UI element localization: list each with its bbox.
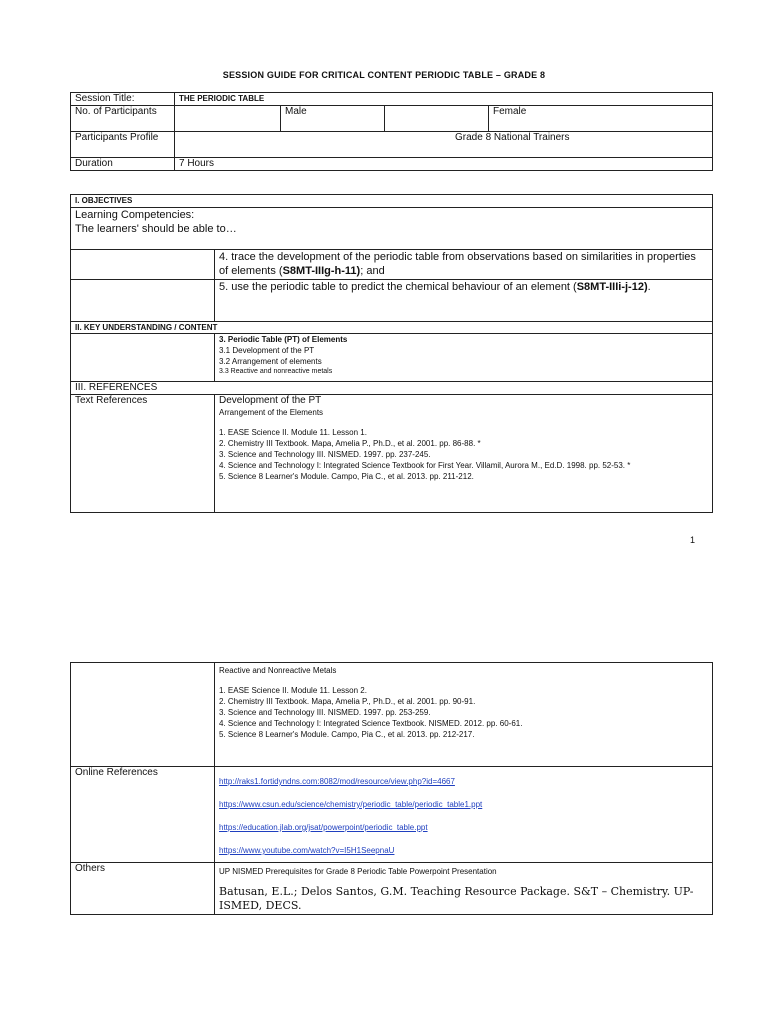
key-sub-3: 3.3 Reactive and nonreactive metals xyxy=(219,368,333,375)
reactive-label-blank xyxy=(71,663,215,767)
competencies-line-1: Learning Competencies: xyxy=(75,209,195,221)
page-number: 1 xyxy=(690,535,696,545)
ref-list-2-item: 5. Science 8 Learner's Module. Campo, Pia C., et al. 2013. pp. 212-217. xyxy=(219,730,475,739)
participants-blank xyxy=(175,106,281,132)
text-references-label: Text References xyxy=(71,395,215,513)
learning-competencies xyxy=(71,208,713,250)
ref-list-2-item: 2. Chemistry III Textbook. Mapa, Amelia P., Ph.D., et al. 2001. pp. 90-91. xyxy=(219,697,476,706)
objective-5: 5. use the periodic table to predict the chemical behaviour of an element (S8MT-IIIi-j-12). xyxy=(215,280,713,322)
ref-list-1-item: 3. Science and Technology III. NISMED. 1997. pp. 237-245. xyxy=(219,450,431,459)
ref-list-1-item: 1. EASE Science II. Module 11. Lesson 1. xyxy=(219,428,367,437)
others-line-2: Batusan, E.L.; Delos Santos, G.M. Teaching Resource Package. S&T – Chemistry. UP-ISMED, DECS. xyxy=(219,885,694,912)
dev-heading: Development of the PT xyxy=(219,395,322,406)
profile-row xyxy=(71,132,713,158)
page-title: SESSION GUIDE FOR CRITICAL CONTENT PERIODIC TABLE – GRADE 8 xyxy=(222,70,546,80)
objective-4-blank xyxy=(71,250,215,280)
online-references-label: Online References xyxy=(71,767,215,863)
duration-row xyxy=(71,158,713,171)
others-content xyxy=(215,863,713,915)
session-title-row xyxy=(71,93,713,106)
male-label: Male xyxy=(281,106,385,132)
reactive-references-content xyxy=(215,663,713,767)
competencies-line-2: The learners' should be able to… xyxy=(75,223,237,235)
session-title-label: Session Title: xyxy=(71,93,175,106)
profile-label: Participants Profile xyxy=(71,132,175,158)
key-understanding-heading: II. KEY UNDERSTANDING / CONTENT xyxy=(71,322,713,334)
key-sub-1: 3.1 Development of the PT xyxy=(219,346,315,355)
duration-value: 7 Hours xyxy=(175,158,713,171)
ref-list-1-item: 4. Science and Technology I: Integrated Science Textbook for First Year. Villamil, Aurora M., Ed.D. 1998. pp. 52-53. * xyxy=(219,461,631,470)
female-label: Female xyxy=(489,106,713,132)
online-link[interactable]: https://www.youtube.com/watch?v=I5H1SeepnaU xyxy=(219,846,395,855)
key-understanding-blank xyxy=(71,334,215,382)
arr-heading: Arrangement of the Elements xyxy=(219,408,324,417)
ref-list-2-item: 1. EASE Science II. Module 11. Lesson 2. xyxy=(219,686,367,695)
male-value xyxy=(385,106,489,132)
references-heading: III. REFERENCES xyxy=(71,382,713,395)
references-continued-table xyxy=(70,662,713,915)
online-link[interactable]: https://www.csun.edu/science/chemistry/periodic_table/periodic_table1.ppt xyxy=(219,800,483,809)
key-main: 3. Periodic Table (PT) of Elements xyxy=(219,335,348,344)
session-info-table xyxy=(70,92,713,171)
online-references-content xyxy=(215,767,713,863)
objective-5-blank xyxy=(71,280,215,322)
ref-list-1-item: 2. Chemistry III Textbook. Mapa, Amelia P., Ph.D., et al. 2001. pp. 86-88. * xyxy=(219,439,481,448)
objectives-heading: I. OBJECTIVES xyxy=(71,195,713,208)
participants-label: No. of Participants xyxy=(71,106,175,132)
objective-4: 4. trace the development of the periodic table from observations based on similarities in properties of elements (S8MT-IIIg-h-11); and xyxy=(215,250,713,280)
ref-list-2-item: 3. Science and Technology III. NISMED. 1997. pp. 253-259. xyxy=(219,708,431,717)
reactive-heading: Reactive and Nonreactive Metals xyxy=(219,666,337,675)
profile-value: Grade 8 National Trainers xyxy=(175,132,713,158)
others-label: Others xyxy=(71,863,215,915)
key-sub-2: 3.2 Arrangement of elements xyxy=(219,357,322,366)
key-understanding-content xyxy=(215,334,713,382)
ref-list-2-item: 4. Science and Technology I: Integrated Science Textbook. NISMED. 2012. pp. 60-61. xyxy=(219,719,523,728)
duration-label: Duration xyxy=(71,158,175,171)
online-link[interactable]: https://education.jlab.org/jsat/powerpoint/periodic_table.ppt xyxy=(219,823,428,832)
objectives-table xyxy=(70,194,713,513)
participants-row xyxy=(71,106,713,132)
session-title-value: THE PERIODIC TABLE xyxy=(175,93,713,106)
text-references-content xyxy=(215,395,713,513)
online-link[interactable]: http://raks1.fortidyndns.com:8082/mod/resource/view.php?id=4667 xyxy=(219,777,455,786)
ref-list-1-item: 5. Science 8 Learner's Module. Campo, Pia C., et al. 2013. pp. 211-212. xyxy=(219,472,474,481)
others-line-1: UP NISMED Prerequisites for Grade 8 Periodic Table Powerpoint Presentation xyxy=(219,867,497,876)
